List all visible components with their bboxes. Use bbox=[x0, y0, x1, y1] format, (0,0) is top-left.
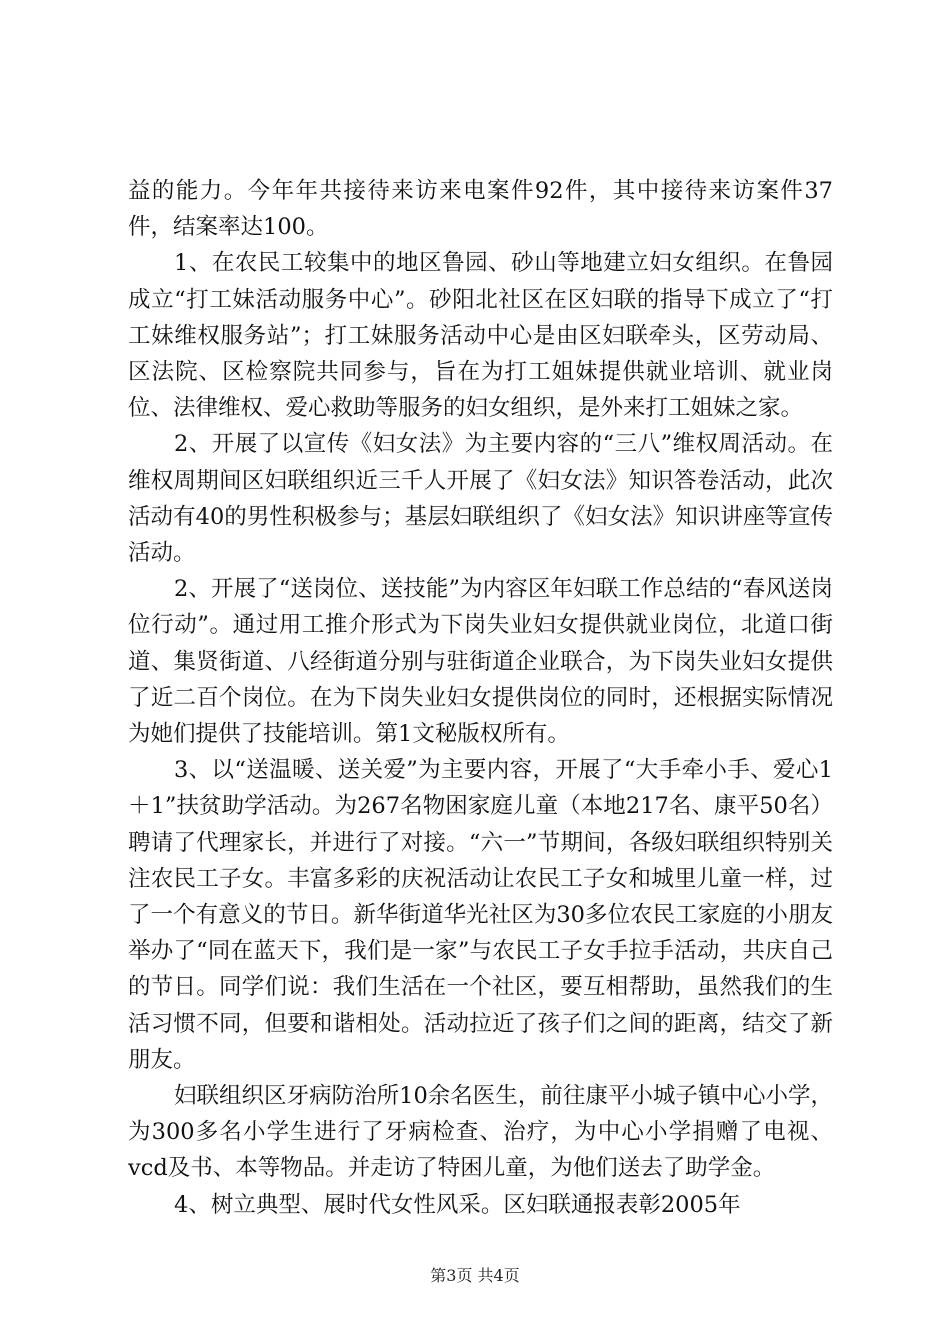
paragraph-item-3: 3、以“送温暖、送关爱”为主要内容，开展了“大手牵小手、爱心1＋1”扶贫助学活动。为267名物困家庭儿童（本地217名、康平50名）聘请了代理家长，并进行了对接。“六一”节期间，各级妇联组织特别关注农民工子女。丰富多彩的庆祝活动让农民工子女和城里儿童一样，过了一个有意义的节日。新华街道华光社区为30多位农民工家庭的小朋友举办了“同在蓝天下，我们是一家”与农民工子女手拉手活动，共庆自己的节日。同学们说：我们生活在一个社区，要互相帮助，虽然我们的生活习惯不同，但要和谐相处。活动拉近了孩子们之间的距离，结交了新朋友。 bbox=[128, 757, 833, 1073]
paragraph-item-2b: 2、开展了“送岗位、送技能”为内容区年妇联工作总结的“春风送岗位行动”。通过用工推介形式为下岗失业妇女提供就业岗位，北道口街道、集贤街道、八经街道分别与驻街道企业联合，为下岗失业妇女提供了近二百个岗位。在为下岗失业妇女提供岗位的同时，还根据实际情况为她们提供了技能培训。第1文秘版权所有。 bbox=[128, 576, 833, 748]
paragraph-item-1: 1、在农民工较集中的地区鲁园、砂山等地建立妇女组织。在鲁园成立“打工妹活动服务中心”。砂阳北社区在区妇联的指导下成立了“打工妹维权服务站”；打工妹服务活动中心是由区妇联牵头，区劳动局、区法院、区检察院共同参与，旨在为打工姐妹提供就业培训、就业岗位、法律维权、爱心救助等服务的妇女组织，是外来打工姐妹之家。 bbox=[128, 250, 833, 422]
document-body bbox=[128, 173, 833, 1223]
paragraph-item-4: 4、树立典型、展时代女性风采。区妇联通报表彰2005年 bbox=[174, 1191, 741, 1218]
paragraph-item-2a: 2、开展了以宣传《妇女法》为主要内容的“三八”维权周活动。在维权周期间区妇联组织近三千人开展了《妇女法》知识答卷活动，此次活动有40的男性积极参与；基层妇联组织了《妇女法》知识讲座等宣传活动。 bbox=[128, 431, 833, 567]
page-number-footer: 第3页 共4页 bbox=[430, 1266, 520, 1285]
paragraph-continuation: 益的能力。今年年共接待来访来电案件92件，其中接待来访案件37件，结案率达100。 bbox=[128, 178, 833, 241]
paragraph-dental-visit: 妇联组织区牙病防治所10余名医生，前往康平小城子镇中心小学，为300多名小学生进行了牙病检查、治疗，为中心小学捐赠了电视、vcd及书、本等物品。并走访了特困儿童，为他们送去了助学金。 bbox=[128, 1083, 833, 1182]
